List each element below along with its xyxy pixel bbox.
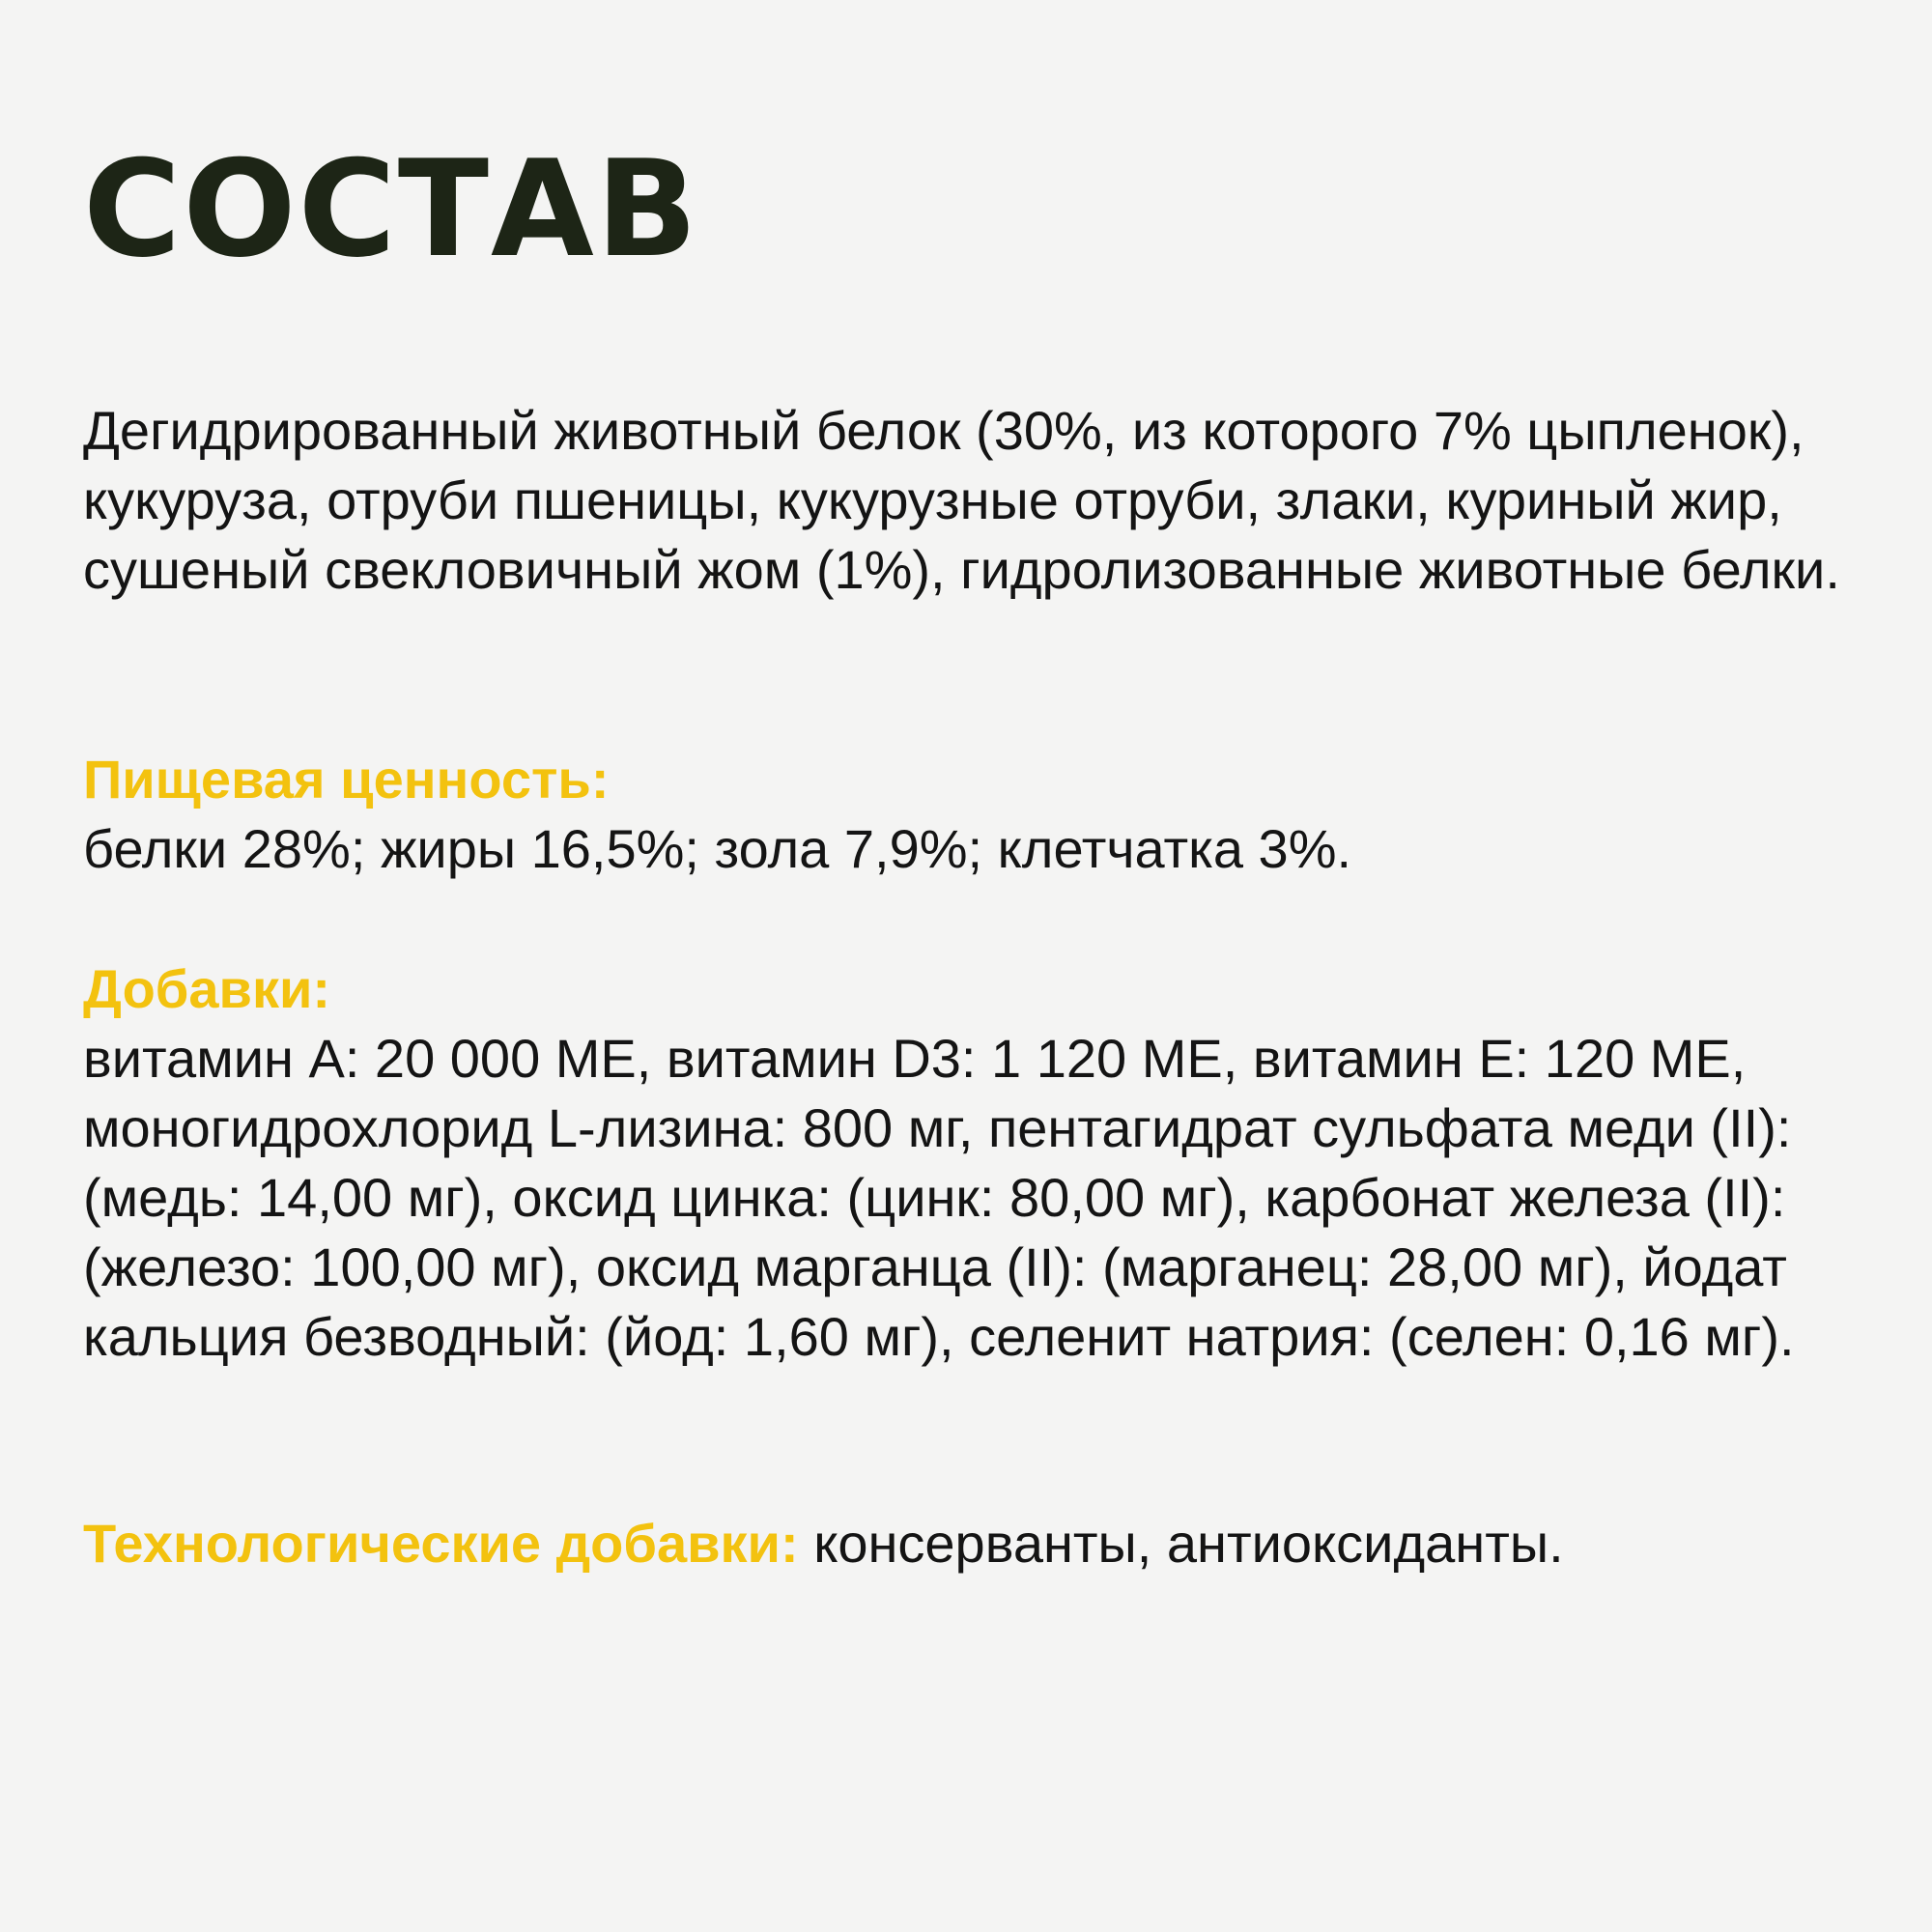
nutrition-text: белки 28%; жиры 16,5%; зола 7,9%; клетчатка 3%. [83,818,1352,879]
additives-section [83,954,1861,1372]
additives-text: витамин А: 20 000 МЕ, витамин D3: 1 120 МЕ, витамин Е: 120 МЕ, моногидрохлорид L-лизина: 800 мг, пентагидрат сульфата меди (II): (медь: 14,00 мг), оксид цинка: (цинк: 80,00 мг), карбонат железа (II): (железо: 100,00 мг), оксид марганца (II): (марганец: 28,00 мг), йодат кальция безводный: (йод: 1,60 мг), селенит натрия: (селен: 0,16 мг). [83,1028,1795,1367]
page-title: СОСТАВ [83,131,699,287]
additives-heading: Добавки: [83,958,331,1019]
nutrition-section [83,745,1861,884]
nutrition-heading: Пищевая ценность: [83,749,610,810]
tech-additives-text: консерванты, антиоксиданты. [813,1513,1564,1574]
composition-text: Дегидрированный животный белок (30%, из которого 7% цыпленок), кукуруза, отруби пшеницы, кукурузные отруби, злаки, куриный жир, сушеный свекловичный жом (1%), гидролизованные животные белки. [83,400,1840,600]
tech-additives-section [83,1509,1861,1578]
tech-additives-heading: Технологические добавки: [83,1513,799,1574]
